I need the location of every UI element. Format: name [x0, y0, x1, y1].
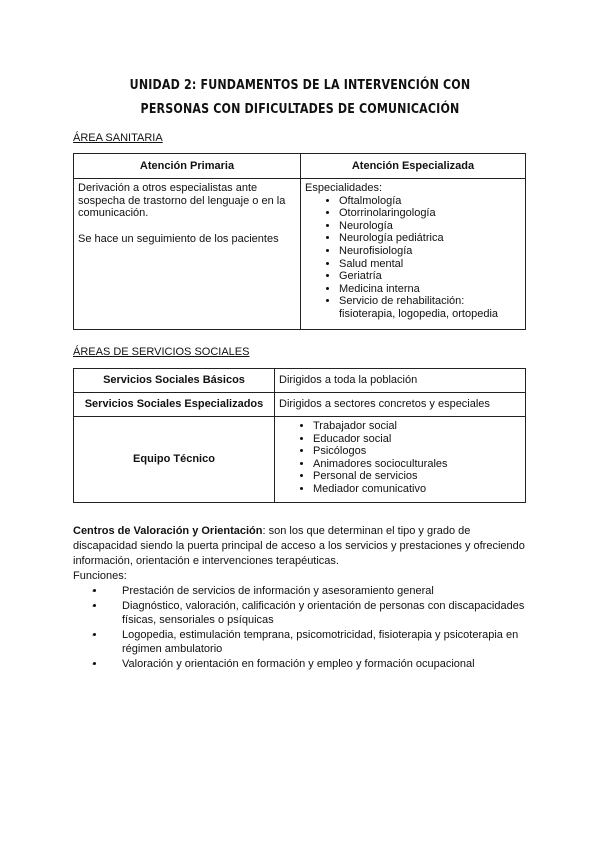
cvo-text: : son los que determinan el tipo y grado de discapacidad siendo la puerta principal de acceso a los servicios y prestaciones y ofreciendo información, orientación e intervenciones terapéuticas. — [73, 525, 525, 567]
equipo-cell — [275, 417, 526, 503]
list-item: • Psicólogos — [313, 445, 521, 458]
list-item: • Otorrinolaringología — [339, 207, 521, 220]
primaria-cell — [74, 179, 301, 330]
primaria-text-1: Derivación a otros especialistas ante sospecha de trastorno del lenguaje o en la comunicación. — [78, 182, 286, 220]
basicos-label: Servicios Sociales Básicos — [74, 369, 275, 393]
list-item: - • Logopedia, estimulación temprana, psicomotricidad, fisioterapia y psicoterapia en régimen ambulatorio — [106, 628, 533, 656]
list-item: • Geriatría — [339, 270, 521, 283]
list-item: • Trabajador social — [313, 420, 521, 433]
servicios-table — [73, 368, 526, 503]
especialidades-label: Especialidades: — [305, 182, 383, 194]
cvo-section — [73, 524, 533, 672]
header-especializada: Atención Especializada — [301, 154, 526, 179]
especializada-cell — [301, 179, 526, 330]
list-item: • Educador social — [313, 433, 521, 446]
basicos-desc: Dirigidos a toda la población — [275, 369, 526, 393]
header-primaria: Atención Primaria — [74, 154, 301, 179]
cvo-paragraph — [73, 524, 533, 569]
especialidades-list — [305, 195, 521, 321]
list-item: - • Valoración y orientación en formación y empleo y formación ocupacional — [106, 657, 533, 671]
sanitaria-table — [73, 153, 526, 330]
list-item: - • Diagnóstico, valoración, calificación y orientación de personas con discapacidades físicas, sensoriales o psíquicas — [106, 599, 533, 627]
funciones-label: Funciones: — [73, 570, 127, 582]
list-item: • Oftalmología — [339, 195, 521, 208]
list-item: • Animadores socioculturales — [313, 458, 521, 471]
funciones-list — [73, 584, 533, 671]
primaria-text-2: Se hace un seguimiento de los pacientes — [78, 232, 279, 245]
list-item: • Servicio de rehabilitación: fisioterapia, logopedia, ortopedia — [339, 295, 521, 320]
page-title: UNIDAD 2: FUNDAMENTOS DE LA INTERVENCIÓN CON PERSONAS CON DIFICULTADES DE COMUNICACIÓN — [129, 77, 471, 117]
list-item: • Mediador comunicativo — [313, 483, 521, 496]
list-item: • Neurofisiología — [339, 245, 521, 258]
list-item: • Salud mental — [339, 258, 521, 271]
list-item: • Personal de servicios — [313, 470, 521, 483]
list-item: - • Prestación de servicios de información y asesoramiento general — [106, 584, 533, 598]
equipo-list — [279, 420, 521, 496]
section-heading-sanitaria: ÁREA SANITARIA — [73, 132, 163, 144]
section-heading-servicios: ÁREAS DE SERVICIOS SOCIALES — [73, 346, 250, 358]
equipo-label: Equipo Técnico — [74, 417, 275, 503]
list-item: • Neurología pediátrica — [339, 232, 521, 245]
especializados-label: Servicios Sociales Especializados — [74, 393, 275, 417]
list-item: • Neurología — [339, 220, 521, 233]
cvo-term: Centros de Valoración y Orientación — [73, 525, 263, 537]
list-item: • Medicina interna — [339, 283, 521, 296]
especializados-desc: Dirigidos a sectores concretos y especiales — [275, 393, 526, 417]
